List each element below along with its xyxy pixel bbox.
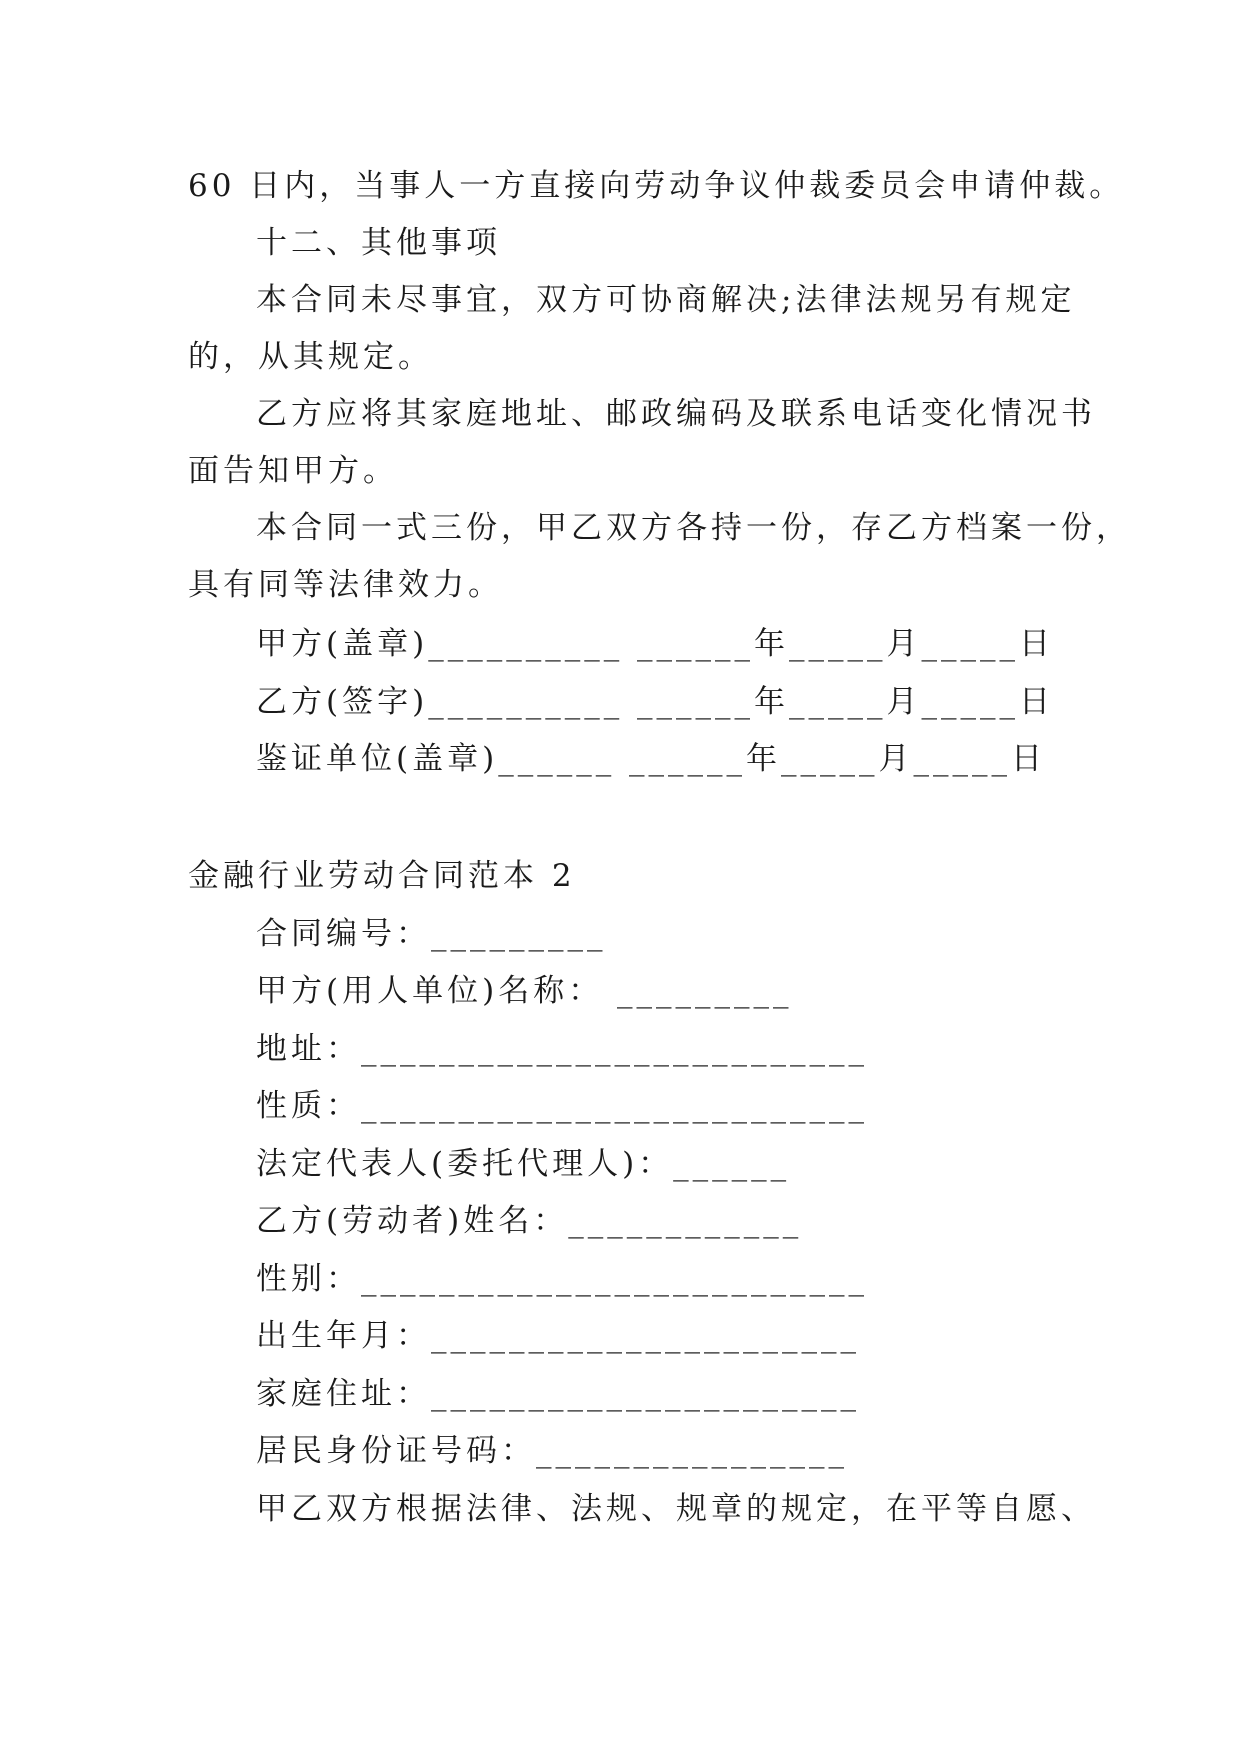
document-title: 金融行业劳动合同范本 2 <box>188 858 576 894</box>
field-employer-name: 甲方(用人单位)名称： _________ <box>256 973 793 1009</box>
field-contract-number: 合同编号：_________ <box>256 916 607 952</box>
text-line: 面告知甲方。 <box>188 453 398 489</box>
section-heading: 十二、其他事项 <box>256 225 501 261</box>
signature-line-party-b: 乙方(签字)__________ ______年_____月_____日 <box>256 684 1055 720</box>
field-nature: 性质：__________________________ <box>256 1088 868 1124</box>
field-id-number: 居民身份证号码：________________ <box>256 1433 848 1469</box>
text-line: 甲乙双方根据法律、法规、规章的规定，在平等自愿、 <box>256 1491 1096 1527</box>
field-home-address: 家庭住址：______________________ <box>256 1376 860 1412</box>
field-birth-date: 出生年月：______________________ <box>256 1318 860 1354</box>
text-line: 60 日内，当事人一方直接向劳动争议仲裁委员会申请仲裁。 <box>188 168 1125 204</box>
text-line: 本合同一式三份，甲乙双方各持一份，存乙方档案一份， <box>256 510 1131 546</box>
field-legal-representative: 法定代表人(委托代理人)：______ <box>256 1146 791 1182</box>
field-address: 地址：__________________________ <box>256 1031 868 1067</box>
field-employee-name: 乙方(劳动者)姓名：____________ <box>256 1203 803 1239</box>
text-line: 具有同等法律效力。 <box>188 567 503 603</box>
field-gender: 性别：__________________________ <box>256 1261 868 1297</box>
signature-line-witness: 鉴证单位(盖章)______ ______年_____月_____日 <box>256 741 1047 777</box>
signature-line-party-a: 甲方(盖章)__________ ______年_____月_____日 <box>256 626 1055 662</box>
text-line: 本合同未尽事宜，双方可协商解决;法律法规另有规定 <box>256 282 1076 318</box>
text-line: 的，从其规定。 <box>188 339 433 375</box>
text-line: 乙方应将其家庭地址、邮政编码及联系电话变化情况书 <box>256 396 1096 432</box>
